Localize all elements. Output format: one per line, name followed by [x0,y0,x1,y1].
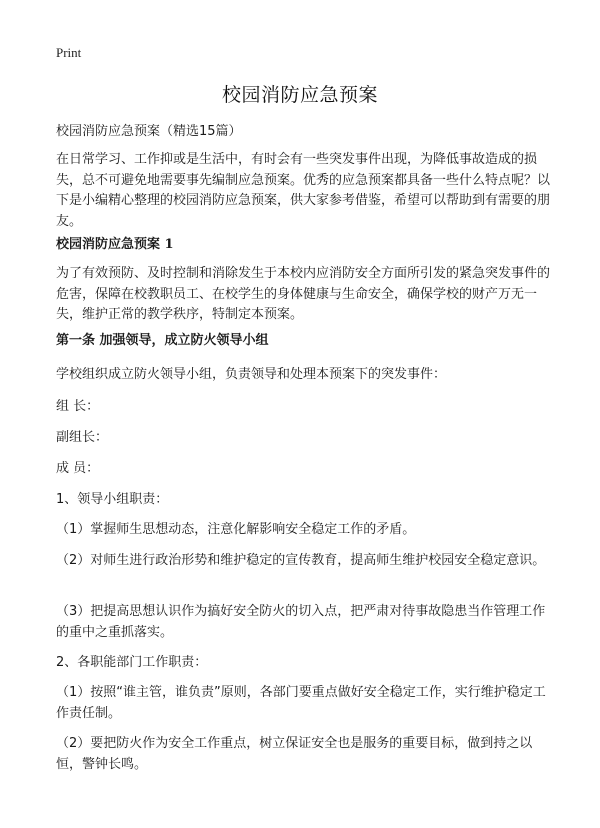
duty-heading: 2、各职能部门工作职责： [56,655,208,670]
print-label: Print [56,45,82,60]
duty-item: （1）掌握师生思想动态，注意化解影响安全稳定工作的矛盾。 [56,522,416,537]
group-leader-line: 组 长： [56,399,100,414]
article-paragraph: 学校组织成立防火领导小组，负责领导和处理本预案下的突发事件： [56,367,447,382]
deputy-leader-line: 副组长： [56,430,109,445]
article-heading: 第一条 加强领导，成立防火领导小组 [56,333,269,348]
intro-paragraph: 在日常学习、工作抑或是生活中，有时会有一些突发事件出现，为降低事故造成的损失，总不可避免地需要事先编制应急预案。优秀的应急预案都具备一些什么特点呢？以下是小编精心整理的校园消防应急预案，供大家参考借鉴，希望可以帮助到有需要的朋友。 [56,152,551,229]
duty-heading: 1、领导小组职责： [56,492,169,507]
section-heading: 校园消防应急预案 1 [56,237,174,252]
members-line: 成 员： [56,461,100,476]
duty-item: （1）按照“谁主管，谁负责”原则，各部门要重点做好安全稳定工作，实行维护稳定工作责任制。 [56,685,546,721]
duty-item: （3）把提高思想认识作为搞好安全防火的切入点，把严肃对待事故隐患当作管理工作的重中之重抓落实。 [56,604,546,640]
duty-item: （2）要把防火作为安全工作重点，树立保证安全也是服务的重要目标，做到持之以恒，警钟长鸣。 [56,736,533,772]
document-subtitle: 校园消防应急预案（精选15篇） [56,124,242,139]
duty-item: （2）对师生进行政治形势和维护稳定的宣传教育，提高师生维护校园安全稳定意识。 [56,553,546,568]
section-paragraph: 为了有效预防、及时控制和消除发生于本校内应消防安全方面所引发的紧急突发事件的危害，保障在校教职员工、在校学生的身体健康与生命安全，确保学校的财产万无一失，维护正常的教学秩序，特制定本预案。 [56,266,551,322]
document-title: 校园消防应急预案 [221,84,378,106]
